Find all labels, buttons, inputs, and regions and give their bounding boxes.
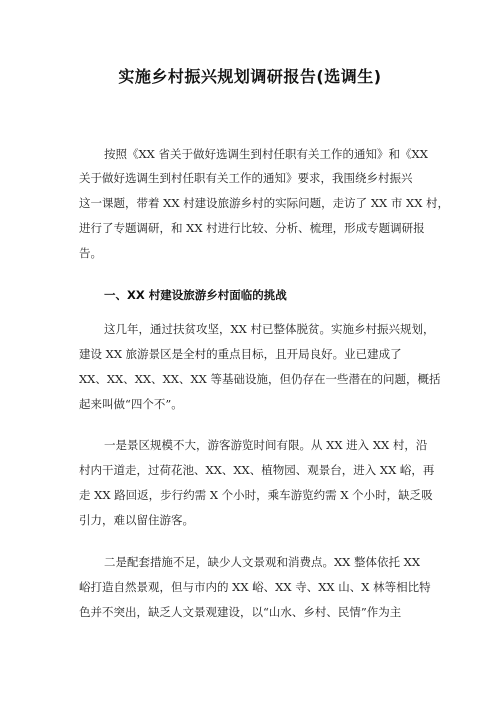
- para3-line-3: 色并不突出，缺乏人文景观建设，以“山水、乡村、民情”作为主: [79, 605, 402, 619]
- para1-line-4: 起来叫做“四个不”。: [79, 397, 183, 411]
- intro-line-5: 告。: [79, 246, 102, 260]
- para3-line-2: 峪打造自然景观，但与市内的 XX 峪、XX 寺、XX 山、X 林等相比特: [79, 580, 431, 594]
- para2-line-4: 引力，难以留住游客。: [79, 513, 194, 527]
- para2-line-3: 走 XX 路回返，步行约需 X 个小时，乘车游览约需 X 个小时，缺乏吸: [79, 488, 433, 502]
- para2-line-1: 一是景区规模不大，游客游览时间有限。从 XX 进入 XX 村，沿: [104, 438, 428, 452]
- intro-line-4: 进行了专题调研，和 XX 村进行比较、分析、梳理，形成专题调研报: [79, 221, 425, 235]
- document-title: 实施乡村振兴规划调研报告(选调生): [118, 67, 382, 86]
- para1-line-1: 这几年，通过扶贫攻坚，XX 村已整体脱贫。实施乡村振兴规划，: [104, 322, 435, 336]
- para1-line-2: 建设 XX 旅游景区是全村的重点目标，且开局良好。业已建成了: [79, 347, 402, 361]
- para1-line-3: XX、XX、XX、XX、XX 等基础设施，但仍存在一些潜在的问题，概括: [79, 372, 441, 386]
- intro-line-2: 关于做好选调生到村任职有关工作的通知》要求，我围绕乡村振兴: [79, 171, 413, 185]
- section-heading-1: 一、XX 村建设旅游乡村面临的挑战: [104, 288, 287, 302]
- intro-line-3: 这一课题，带着 XX 村建设旅游乡村的实际问题，走访了 XX 市 XX 村，: [79, 196, 450, 210]
- para3-line-1: 二是配套措施不足，缺少人文景观和消费点。XX 整体依托 XX: [104, 555, 421, 569]
- intro-line-1: 按照《XX 省关于做好选调生到村任职有关工作的通知》和《XX: [104, 147, 428, 161]
- para2-line-2: 村内干道走，过荷花池、XX、XX、植物园、观景台，进入 XX 峪，再: [79, 463, 435, 477]
